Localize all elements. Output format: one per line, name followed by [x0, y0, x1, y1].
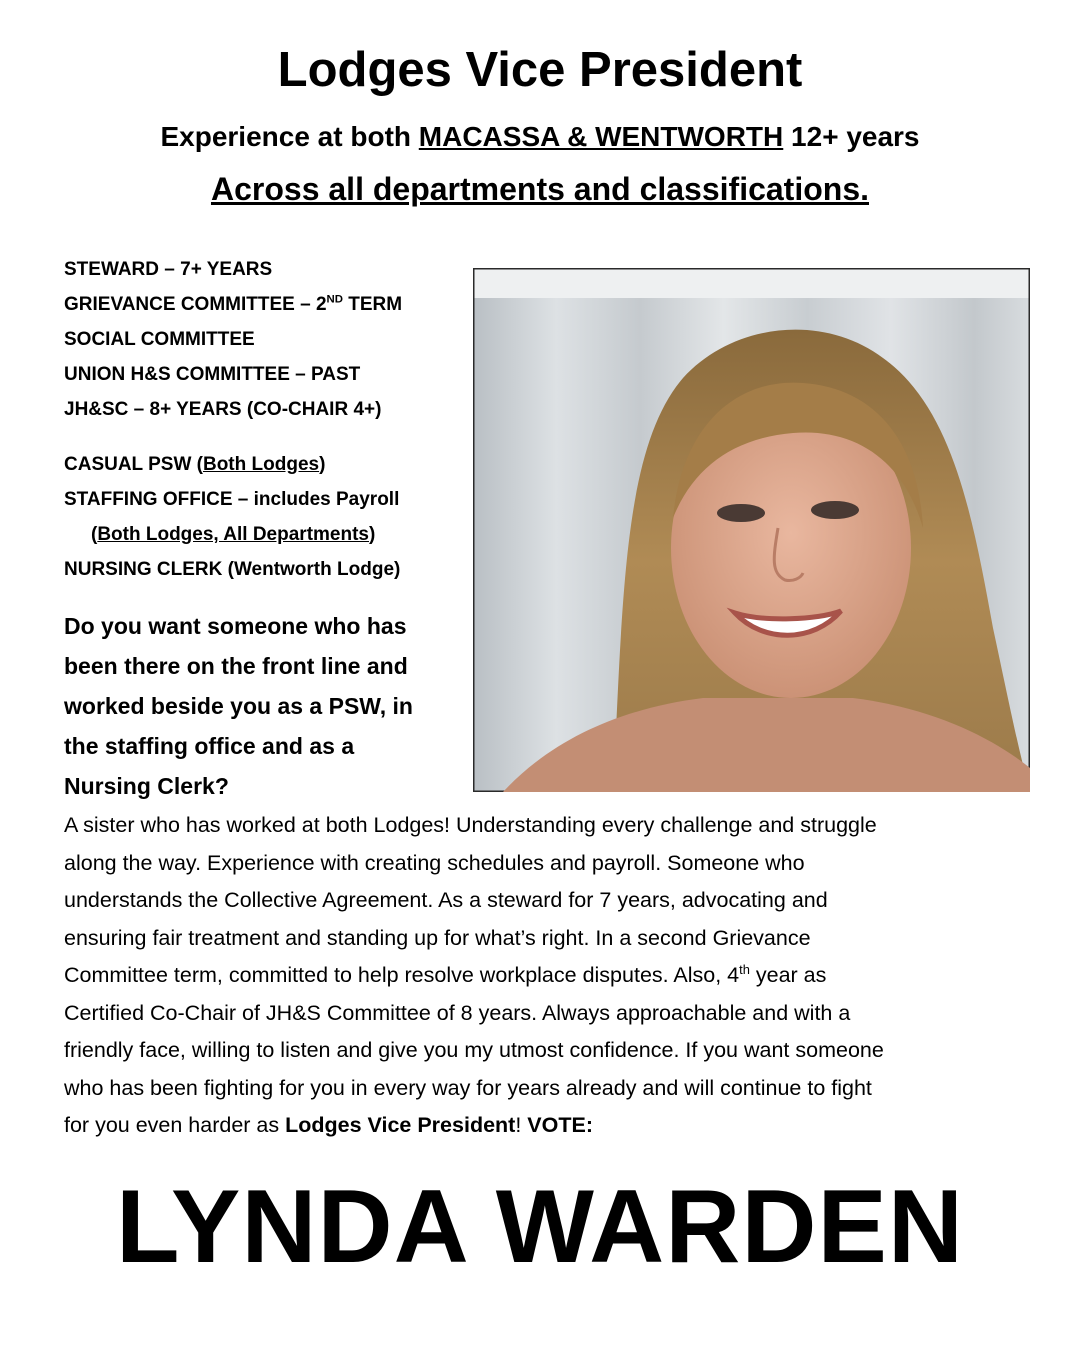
job-line: [64, 447, 464, 482]
right-eye: [811, 501, 859, 519]
spacer: [64, 427, 464, 447]
role-text: JH&SC – 8+ YEARS (CO-CHAIR 4+): [64, 399, 382, 420]
window-frame: [473, 268, 1030, 298]
question-paragraph: [64, 606, 464, 806]
body-text: ensuring fair treatment and standing up for what’s right. In a second Grievance: [64, 925, 811, 950]
body-text: for you even harder as: [64, 1113, 286, 1137]
body-paragraph: [64, 807, 1024, 1145]
job-text-underlined: Both Lodges: [202, 454, 320, 475]
body-line: [64, 845, 1024, 883]
job-text: (: [91, 524, 98, 545]
job-text: NURSING CLERK (Wentworth Lodge): [64, 559, 401, 580]
subtitle-suffix: 12+ years: [783, 121, 920, 152]
body-text: year as: [749, 963, 827, 987]
candidate-portrait-photo: [473, 268, 1030, 792]
role-text: STEWARD – 7+ YEARS: [64, 259, 273, 280]
body-line: [64, 920, 1024, 958]
job-text: ): [368, 524, 376, 545]
job-text: CASUAL PSW (: [64, 454, 203, 475]
role-line: [64, 392, 464, 427]
role-line: [64, 357, 464, 392]
job-line: [64, 552, 464, 587]
ordinal-suffix: ND: [326, 293, 343, 306]
body-text: Committee term, committed to help resolve workplace disputes. Also, 4: [64, 963, 740, 987]
body-line: [64, 882, 1024, 920]
subtitle: [0, 118, 1080, 156]
question-line: Nursing Clerk?: [64, 773, 229, 799]
body-text: Certified Co-Chair of JH&S Committee of 8 years. Always approachable and with a: [64, 1000, 851, 1025]
body-text: friendly face, willing to listen and give you my utmost confidence. If you want someone: [64, 1038, 884, 1062]
job-line: [64, 482, 464, 517]
ordinal-suffix: th: [739, 961, 750, 977]
role-line: [64, 322, 464, 357]
body-text-bold: Lodges Vice President: [285, 1113, 516, 1137]
role-text: GRIEVANCE COMMITTEE – 2: [64, 294, 327, 315]
body-line: [64, 807, 1024, 845]
job-text: STAFFING OFFICE – includes Payroll: [64, 489, 400, 510]
body-text: A sister who has worked at both Lodges! Understanding every challenge and struggle: [64, 813, 877, 837]
roles-list: [64, 252, 464, 587]
left-eye: [717, 504, 765, 522]
body-line: [64, 995, 1024, 1033]
question-line: worked beside you as a PSW, in: [64, 693, 413, 719]
role-text: SOCIAL COMMITTEE: [64, 329, 255, 350]
body-line: [64, 1032, 1024, 1070]
body-text: !: [515, 1113, 528, 1137]
role-line: [64, 252, 464, 287]
role-line: [64, 287, 464, 322]
subtitle-departments: Across all departments and classifications.: [210, 171, 869, 207]
page-title: Lodges Vice President: [277, 43, 803, 97]
question-line: Do you want someone who has: [64, 613, 407, 639]
subtitle-underlined: MACASSA & WENTWORTH: [418, 121, 784, 152]
question-line: the staffing office and as a: [64, 733, 355, 759]
subtitle-prefix: Experience at both: [160, 121, 419, 152]
body-text: along the way. Experience with creating schedules and payroll. Someone who: [64, 850, 805, 875]
body-line: [64, 1070, 1024, 1108]
vote-label: VOTE:: [527, 1113, 593, 1137]
job-text: ): [319, 454, 326, 475]
portrait-illustration: [473, 268, 1030, 792]
body-text: understands the Collective Agreement. As a steward for 7 years, advocating and: [64, 888, 828, 912]
job-line: [64, 517, 464, 552]
role-text: TERM: [342, 294, 403, 315]
candidate-name: LYNDA WARDEN: [116, 1169, 964, 1285]
body-line: [64, 957, 1024, 995]
body-line: [64, 1107, 1024, 1145]
role-text: UNION H&S COMMITTEE – PAST: [64, 364, 361, 385]
body-text: who has been fighting for you in every way for years already and will continue to fight: [64, 1075, 872, 1100]
question-line: been there on the front line and: [64, 653, 408, 679]
job-text-underlined: Both Lodges, All Departments: [97, 524, 369, 545]
